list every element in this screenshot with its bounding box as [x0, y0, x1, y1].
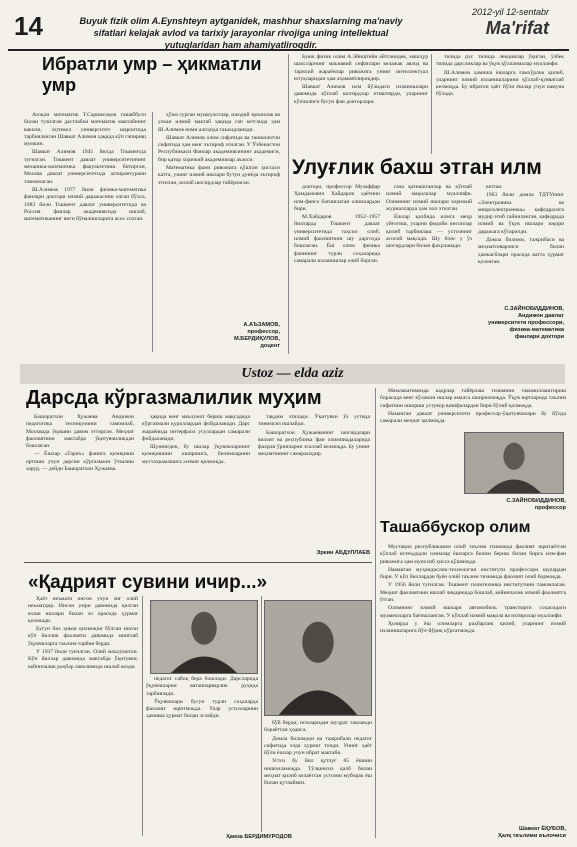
paragraph: Шавкат Алимов 1945 йилда Тошкентда туғилган. Тошкент давлат университетининг механика-математика факультетини битирган, Москва давлат университетида аспирантурани тамомлаган. [24, 149, 146, 185]
paragraph: У 1956 йили туғилган. Тошкент политехника институтини тамомлаган. Меҳнат фаолиятини ишлаб чиқаришда бошлаб, кейинчалик илмий фаолиятга ўтган. [380, 582, 566, 604]
author-role: университети профессори, [488, 320, 564, 326]
portrait-photo-image [151, 601, 257, 673]
paragraph: Башоратхон Ҳужаеванинг шогирдлари вилоят ва республика фан олимпиадаларида фахрли ўринларни эгаллаб келмоқда. Бу унинг меҳнатининг самарасидир. [258, 429, 370, 458]
paragraph: бўй берди, исмларидан шуҳрат танланди бораётган ҳодиса. [264, 720, 372, 734]
article-1-title: Ибратли умр – ҳикматли умр [42, 54, 262, 95]
paragraph: Домла билимдон ва тажрибали педагог сифатида элда ҳурмат топди. Унинг ҳаёт йўли ёшлар учун ибрат мактаби. [264, 735, 372, 757]
header-motto: Buyuk fizik olim A.Eynshteyn aytganidek, mashhur shaxslarning ma'naviy sifatlari kelajak avlod va tarixiy jarayonlar rivojiga uning intellektual yutuqlaridan ham ahamiyatliroqdir. [79, 16, 403, 50]
paragraph: Башоратхон Ҳужаева Андижон педагогика техникумини тамомлаб, Москвада ўқишни давом эттирган. Меҳнат фаолиятини мактабда ўқитувчиликдан бошлаган. [26, 414, 134, 450]
section-banner [20, 364, 565, 384]
article-1 [24, 54, 284, 104]
issue-date: 2012-yil 12-sentabr [471, 7, 549, 17]
article-2-signature [478, 306, 564, 341]
article-2-column-1 [294, 184, 380, 344]
author-role: доцент [260, 343, 280, 349]
article-4-signature [380, 498, 566, 512]
paragraph: Бугун биз ҳикоя қилмоқчи бўлган инсон кўп йиллик фаолияти давомида минглаб ўқувчиларга таълим-тарбия берди. [28, 626, 138, 647]
paragraph: тилида рус тилида лекциялар ўқиган, ўзбек тилида дарсликлар ва ўқув қўлланмалар муаллифи. [436, 54, 564, 68]
article-6-column-3 [264, 720, 372, 832]
author-name: С.ЗАЙНОБИДДИНОВ, [506, 498, 566, 504]
paragraph: Мустақил республикамиз олий таълим тизимида фаолият юритаётган кўплаб истеъдодли олимлар ёшларга билим бериш билан бирга илм-фан ривожига ҳам муносиб ҳисса қўшмоқда. [380, 544, 566, 565]
article-6-column-1 [28, 596, 138, 834]
column-divider [142, 596, 143, 836]
portrait-photo-image [265, 601, 371, 715]
paragraph: Атоқли математик Т.Саримсоқов ташаббуси билан тузилган дастлабки математик мактабнинг вакили, эҳтимол университет шароитида тарбияланган Шавкат Алимов ҳақида кўп гапириш мумкин. [24, 112, 146, 148]
portrait-photo [150, 600, 258, 674]
article-6-title: «Қадрият сувини ичир...» [28, 572, 268, 593]
article-1-column-1 [24, 112, 146, 344]
article-1-signature [158, 322, 280, 350]
article-3-title: Дарсда кўргазмалилик муҳим [26, 387, 322, 409]
portrait-photo [464, 432, 564, 494]
author-name: А.АЪЗАМОВ, [243, 322, 280, 328]
paragraph: Ҳозирда у ёш олимларга раҳбарлик қилиб, уларнинг илмий изланишларига йўл-йўриқ кўрсатмоқда. [380, 620, 566, 635]
portrait-photo-image [465, 433, 563, 493]
portrait-photo [264, 600, 372, 716]
article-3-column-1 [26, 414, 134, 546]
paragraph: Ёшлар қалбида илмга меҳр уйғотиш, уларни фидойи инсонлар қилиб тарбиялаш — устознинг асосий мақсади. Шу боис у ўз шогирдлари билан фахрланади. [386, 214, 472, 250]
section-divider [24, 562, 372, 563]
article-6-signature: Ҳамза БЕРДИМУРОДОВ [226, 834, 292, 840]
article-2-column-2 [386, 184, 472, 344]
paragraph: гача қатнашганлар ва кўплаб илмий мақолалар муаллифи. Олимнинг илмий ишлари хорижий журналларда ҳам чоп этилган. [386, 184, 472, 212]
banner-text: Ustoz — elda aziz [241, 366, 344, 381]
author-role: фанлари доктори [514, 334, 564, 340]
article-3-signature: Эркин АБДУЛЛАЕВ [316, 550, 370, 556]
article-5-text [380, 544, 566, 826]
paragraph: доктори, профессор Музаффар Ҳамдамович Хайдаров ҳаётини илм-фанга бағишлаган олимлардан бири. [294, 184, 380, 212]
author-role: Андижон давлат [517, 313, 564, 319]
paragraph: Ш.Алимов 1977 йили физика-математика фанлари доктори илмий даражасини олган бўлса, 1983 йили Тошкент давлат университетида ва Россия фанлар академиясида ишлаб, математиканинг янги йўналишларига асос солган. [24, 186, 146, 223]
paragraph: кетган. [486, 184, 503, 190]
paragraph: Ҳаёт неъмати инсон учун энг олий неъматдир. Инсон умри давомида қилган яхши ишлари билан эл орасида ҳурмат қозонади. [28, 596, 138, 624]
paragraph: тақдим этилади. Ўқитувчи ўз устида тинимсиз ишлайди. [258, 414, 370, 428]
paragraph: Ўқувчилари бугун турли соҳаларда фаолият юритмоқда. Улар устозларини ҳамиша ҳурмат билан эслайди. [146, 698, 258, 720]
paragraph: Шунингдек, бу ишлар ўқувчиларнинг қизиқишини оширишга, билимларини мустаҳкамлашга хизмат қилмоқда. [142, 444, 250, 465]
author-role: Ҳалқ таълими аълочиси [498, 833, 566, 839]
paragraph: Устоз бу йил қутлуғ 65 ёшини нишонламоқда. Тўлқинсиз қалб билан меҳнат қилиб келаётган устозни муборак ёш билан қутлаймиз. [264, 758, 372, 787]
paragraph: 1963 йили домла ТДТУнинг «Электроника ва микроэлектроника» кафедрасига мудир этиб тайинланган, кафедрада илмий ва ўқув ишлари юқори даражага кўтарилди. [478, 192, 564, 235]
paragraph: М.Хайдаров 1952–1957 йилларда Тошкент давлат университетида таҳсил олиб, илмий фаолиятини шу даргоҳда бошлаган. Ёш олим физика фанининг турли соҳаларида самарали изланишлар олиб борган. [294, 214, 380, 264]
paragraph: У 1937 йили туғилган. Олий маълумотли. Кўп йиллар давомида мактабда ўқитувчи, кейинчалик раҳбар лавозимида ишлаб келди. [28, 649, 138, 670]
paragraph: Шавкат Алимов олим сифатида ва ташкилотчи сифатида ҳам кенг эътироф этилган. У Ўзбекистон Республикаси Фанлар академиясининг академиги, бир қатор хорижий академиялар аъзоси. [158, 134, 280, 163]
author-name: С.ЗАЙНОБИДДИНОВ, [504, 306, 564, 312]
column-divider [375, 388, 376, 838]
paragraph: Математика фани ривожига қўшган ҳиссаси катта, унинг илмий ишлари бутун дунёда эътироф этилган, юзлаб шогирдлар тайёрлаган. [158, 165, 280, 186]
article-5-signature [380, 826, 566, 840]
paragraph: Шавкат Алимов илм йўлидаги изланишлари давомида кўплаб шогирдлар етиштирди, уларнинг кўпчилиги бугун фан докторлари. [294, 84, 428, 105]
page-header [8, 5, 569, 53]
page-number: 14 [14, 11, 43, 41]
article-2-title: Улуғлик бахш этган илм [292, 156, 542, 179]
paragraph: ҳўкм сурган мушкулотлар, ижодий эркинлик ва улкан илмий мактаб ҳақида гап кетганда ҳам Ш.Алимов номи алоҳида таъкидланади. [158, 112, 280, 133]
article-1-column-2 [158, 112, 280, 340]
column-divider [152, 112, 153, 352]
continuation-column-2 [436, 54, 564, 156]
paragraph: Ш.Алимов ҳамиша ёшларга ғамхўрлик қилиб, уларнинг илмий изланишларини қўллаб-қувватлаб келмоқда. Бу ибратли ҳаёт йўли ёшлар учун намуна бўлади. [436, 69, 564, 98]
paragraph: — Ёшлар «Тарих» фанига қизиқиши ортиши учун дарсни кўргазмали ўтказиш зарур, — дейди Башоратхон Ҳужаева. [26, 451, 134, 473]
paragraph: Наманган давлат университети профессор-ўқитувчилари бу йўлда самарали меҳнат қилмоқда. [380, 410, 566, 425]
article-3-column-3 [258, 414, 370, 546]
paragraph: Буюк физик олим А.Эйнштейн айтганидек, машҳур шахсларнинг маънавий сифатлари келажак авлод ва тарихий жараёнлар ривожига унинг интеллектуал ютуқларидан ҳам аҳамиятлироқдир. [294, 54, 428, 82]
paragraph: Мамлакатимизда кадрлар тайёрлаш тизимини такомиллаштириш борасида кенг кўламли ишлар амалга оширилмоқда. Ўқув юртларида таълим сифатини ошириш устувор вазифалардан бири бўлиб қолмоқда. [380, 388, 566, 409]
paragraph: Олимнинг илмий ишлари автомобиль транспорти соҳасидаги муаммоларга бағишланган. У кўплаб илмий мақола ва ихтиролар муаллифи. [380, 605, 566, 619]
author-name: Шавкат ЁҚУБОВ, [519, 826, 566, 832]
author-role: физика-математика [509, 327, 564, 333]
author-name: М.БЕРДИҚУЛОВ, [234, 336, 280, 342]
article-6-column-2 [146, 676, 258, 834]
article-3-column-2 [142, 414, 250, 546]
article-5-title: Ташаббускор олим [380, 519, 531, 536]
section-title: Ma'rifat [485, 18, 549, 38]
column-divider [261, 596, 262, 832]
paragraph: Наманган муҳандислик-технология институти профессори шулардан бири. У кўп йиллардан буён олий таълим тизимида фаолият олиб бормоқда. [380, 566, 566, 581]
author-role: профессор, [247, 329, 280, 335]
paragraph: педагог сабоқ бера бошлади. Дарсларида ўқувчиларни ватанпарварлик руҳида тарбиялади. [146, 676, 258, 697]
author-role: профессор [534, 505, 566, 511]
paragraph: Домла билими, тажрибаси ва меҳнатсеварлиги билан ҳамкасблари орасида катта ҳурмат қозонган. [478, 237, 564, 265]
paragraph: ҳақида кенг маълумот бериш мақсадида кўргазмали қуроллардан фойдаланади. Дарс жараёнида интерфаол усуллардан самарали фойдаланади. [142, 414, 250, 442]
header-rule [8, 49, 569, 51]
continuation-column-1 [294, 54, 428, 156]
column-divider [288, 54, 289, 354]
column-divider [431, 54, 432, 154]
